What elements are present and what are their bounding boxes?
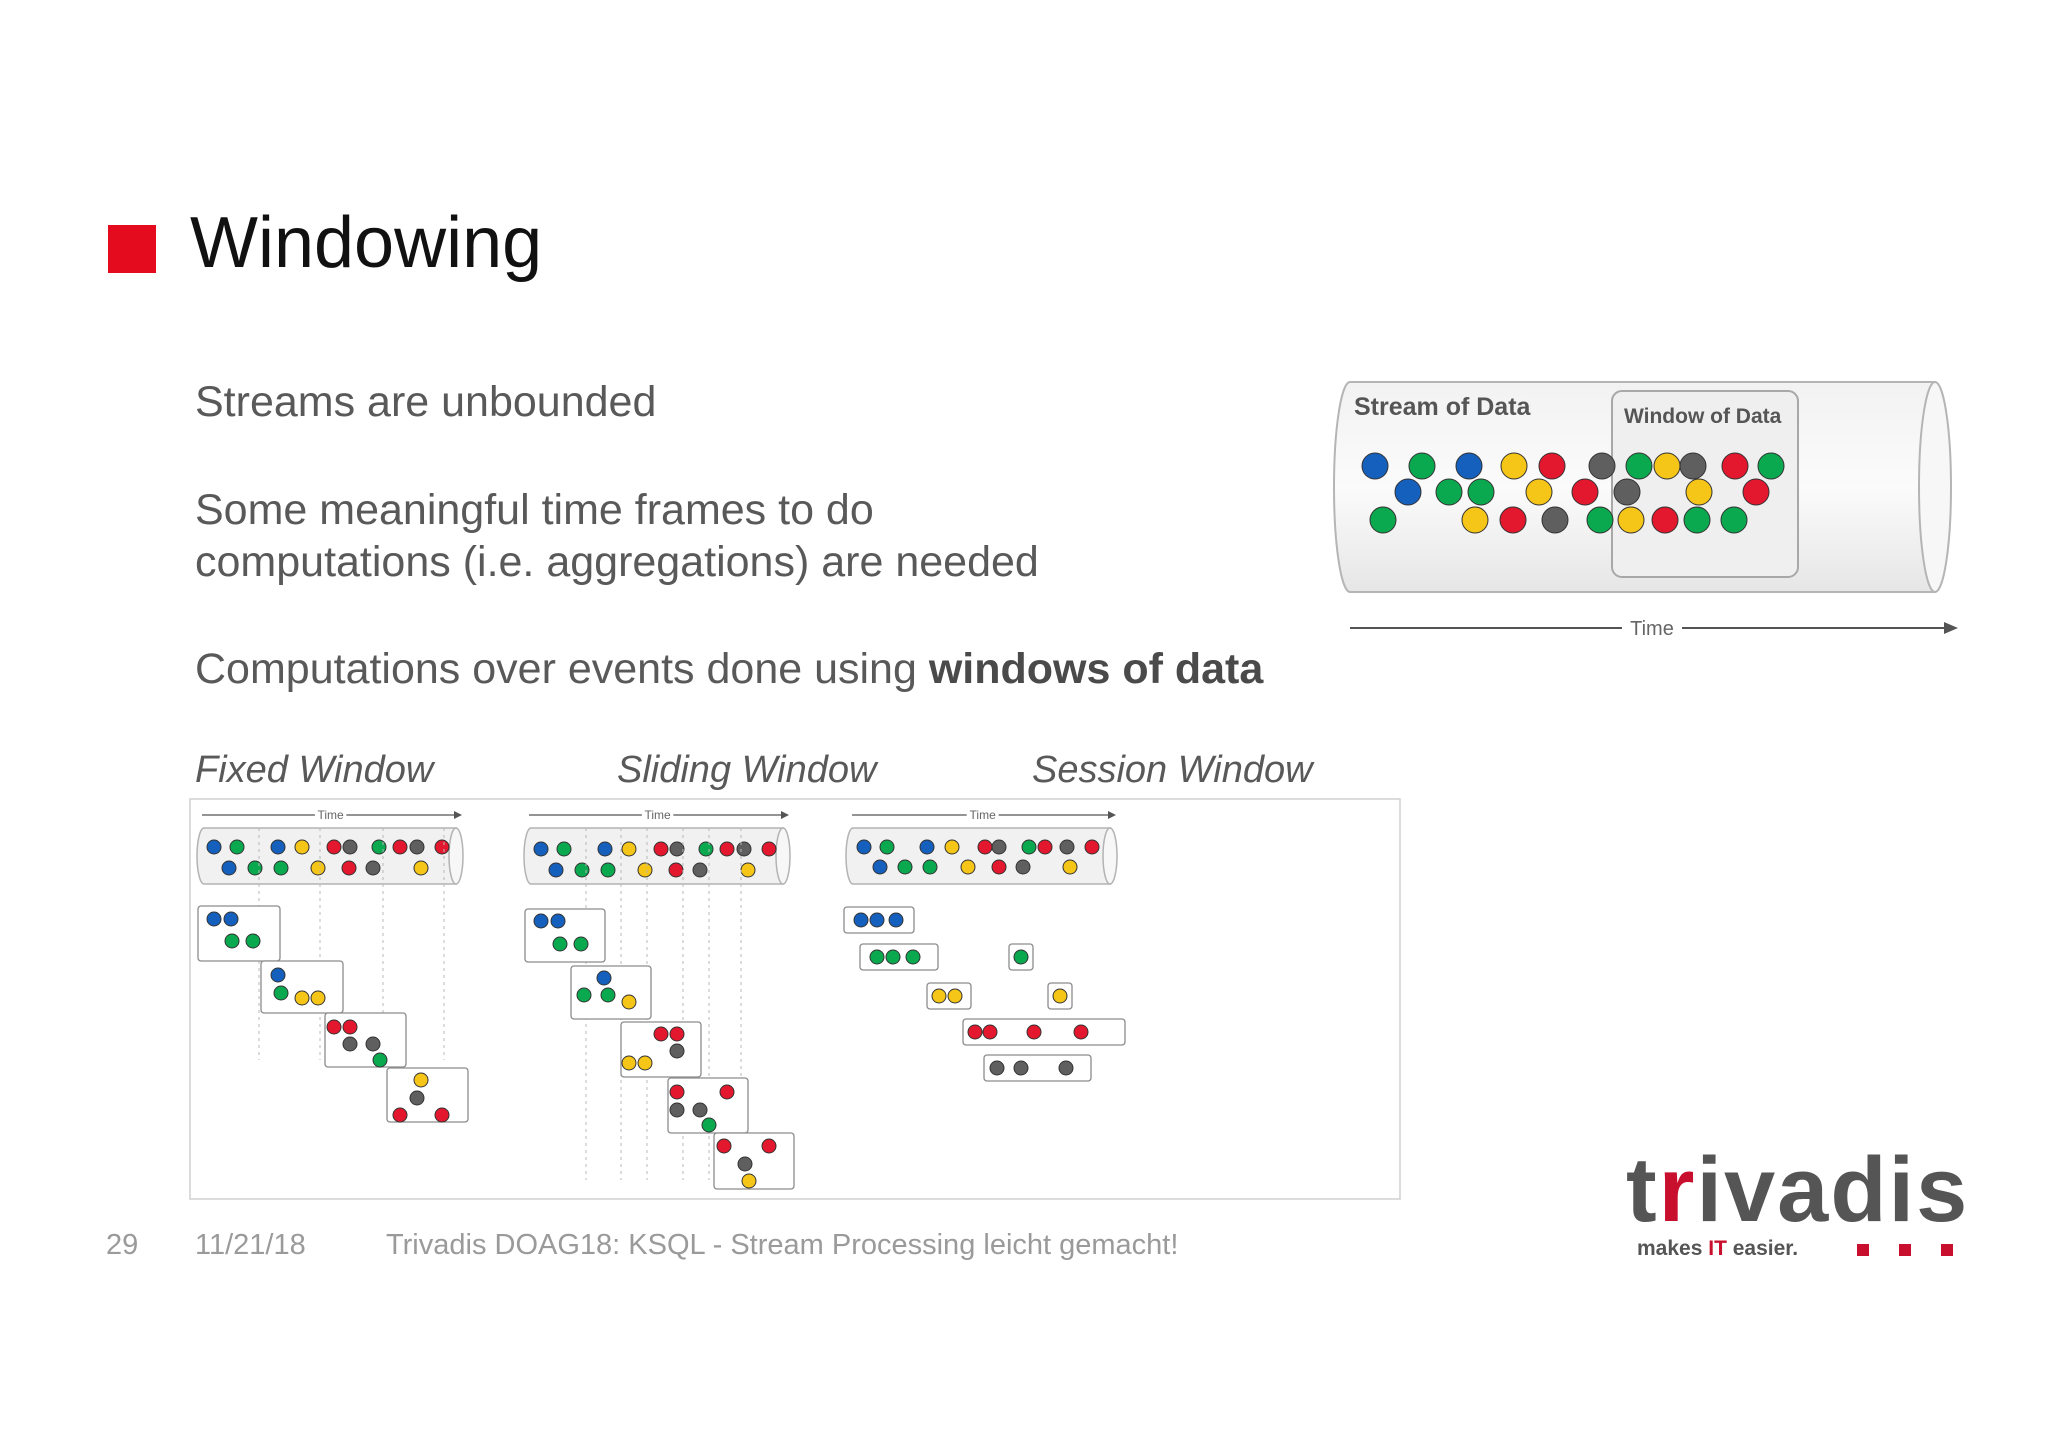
yellow-event-dot	[1526, 479, 1552, 505]
gray-event-dot	[670, 1044, 684, 1058]
time-arrow-head	[1944, 622, 1958, 634]
green-event-dot	[248, 861, 262, 875]
yellow-event-dot	[1053, 989, 1067, 1003]
red-event-dot	[1027, 1025, 1041, 1039]
red-event-dot	[343, 1020, 357, 1034]
yellow-event-dot	[1462, 507, 1488, 533]
mini-stream-tube	[846, 828, 1110, 884]
red-event-dot	[992, 860, 1006, 874]
blue-event-dot	[224, 912, 238, 926]
yellow-event-dot	[622, 842, 636, 856]
yellow-event-dot	[1063, 860, 1077, 874]
yellow-event-dot	[945, 840, 959, 854]
green-event-dot	[574, 937, 588, 951]
blue-event-dot	[857, 840, 871, 854]
gray-event-dot	[1060, 840, 1074, 854]
mini-stream-tube-end	[776, 828, 790, 884]
green-event-dot	[1022, 840, 1036, 854]
blue-event-dot	[597, 971, 611, 985]
gray-event-dot	[693, 1103, 707, 1117]
slide-title: Windowing	[190, 203, 543, 283]
yellow-event-dot	[622, 995, 636, 1009]
red-event-dot	[720, 1085, 734, 1099]
yellow-event-dot	[741, 863, 755, 877]
gray-event-dot	[670, 842, 684, 856]
blue-event-dot	[889, 913, 903, 927]
gray-event-dot	[990, 1061, 1004, 1075]
green-event-dot	[274, 986, 288, 1000]
green-event-dot	[1014, 950, 1028, 964]
logo-tagline: makes IT easier.	[1637, 1237, 1799, 1260]
logo-dot	[1899, 1244, 1911, 1256]
blue-event-dot	[873, 860, 887, 874]
blue-event-dot	[207, 840, 221, 854]
green-event-dot	[601, 863, 615, 877]
red-event-dot	[327, 1020, 341, 1034]
yellow-event-dot	[948, 989, 962, 1003]
gray-event-dot	[343, 1037, 357, 1051]
window-types-diagram	[189, 798, 1401, 1200]
green-event-dot	[699, 842, 713, 856]
footer-date: 11/21/18	[195, 1229, 306, 1261]
footer-talk-title: Trivadis DOAG18: KSQL - Stream Processing leicht gemacht!	[386, 1229, 1179, 1261]
red-event-dot	[669, 863, 683, 877]
red-event-dot	[327, 840, 341, 854]
yellow-event-dot	[932, 989, 946, 1003]
yellow-event-dot	[311, 861, 325, 875]
green-event-dot	[373, 1053, 387, 1067]
stream-tube-end	[1919, 382, 1951, 592]
bullet-3: Computations over events done using windows of data	[195, 645, 1264, 693]
green-event-dot	[1436, 479, 1462, 505]
yellow-event-dot	[1654, 453, 1680, 479]
blue-event-dot	[854, 913, 868, 927]
time-label: Time	[1630, 618, 1674, 640]
gray-event-dot	[670, 1103, 684, 1117]
red-event-dot	[978, 840, 992, 854]
gray-event-dot	[366, 861, 380, 875]
red-event-dot	[1038, 840, 1052, 854]
red-event-dot	[393, 1108, 407, 1122]
green-event-dot	[577, 988, 591, 1002]
mini-time-label: Time	[969, 808, 996, 822]
gray-event-dot	[366, 1037, 380, 1051]
blue-event-dot	[271, 968, 285, 982]
green-event-dot	[1468, 479, 1494, 505]
blue-event-dot	[551, 914, 565, 928]
red-event-dot	[968, 1025, 982, 1039]
mini-stream-tube-end	[449, 828, 463, 884]
red-event-dot	[1722, 453, 1748, 479]
logo-dot	[1941, 1244, 1953, 1256]
bullet-1: Streams are unbounded	[195, 378, 657, 426]
yellow-event-dot	[295, 991, 309, 1005]
red-event-dot	[342, 861, 356, 875]
logo-dot	[1857, 1244, 1869, 1256]
green-event-dot	[1587, 507, 1613, 533]
green-event-dot	[1684, 507, 1710, 533]
stream-of-data-diagram	[1310, 370, 1970, 650]
red-event-dot	[435, 840, 449, 854]
red-event-dot	[670, 1027, 684, 1041]
mini-stream-tube-end	[1103, 828, 1117, 884]
yellow-event-dot	[622, 1056, 636, 1070]
blue-event-dot	[598, 842, 612, 856]
gray-event-dot	[738, 1157, 752, 1171]
gray-event-dot	[410, 840, 424, 854]
bullet-2: Some meaningful time frames to do computations (i.e. aggregations) are needed	[195, 486, 1039, 586]
yellow-event-dot	[961, 860, 975, 874]
green-event-dot	[870, 950, 884, 964]
green-event-dot	[923, 860, 937, 874]
gray-event-dot	[1589, 453, 1615, 479]
mini-time-label: Time	[317, 808, 344, 822]
yellow-event-dot	[638, 863, 652, 877]
gray-event-dot	[1680, 453, 1706, 479]
red-event-dot	[1743, 479, 1769, 505]
yellow-event-dot	[414, 861, 428, 875]
green-event-dot	[575, 863, 589, 877]
blue-event-dot	[534, 842, 548, 856]
blue-event-dot	[222, 861, 236, 875]
green-event-dot	[1758, 453, 1784, 479]
blue-event-dot	[1395, 479, 1421, 505]
red-event-dot	[720, 842, 734, 856]
gray-event-dot	[737, 842, 751, 856]
blue-event-dot	[534, 914, 548, 928]
green-event-dot	[886, 950, 900, 964]
red-event-dot	[1572, 479, 1598, 505]
gray-event-dot	[1059, 1061, 1073, 1075]
stream-of-data-label: Stream of Data	[1354, 393, 1531, 421]
green-event-dot	[601, 988, 615, 1002]
green-event-dot	[880, 840, 894, 854]
blue-event-dot	[549, 863, 563, 877]
red-event-dot	[435, 1108, 449, 1122]
gray-event-dot	[992, 840, 1006, 854]
green-event-dot	[1370, 507, 1396, 533]
gray-event-dot	[343, 840, 357, 854]
red-event-dot	[1539, 453, 1565, 479]
green-event-dot	[553, 937, 567, 951]
trivadis-logo: trivadis	[1626, 1139, 1970, 1241]
red-event-dot	[393, 840, 407, 854]
red-event-dot	[983, 1025, 997, 1039]
mini-time-label: Time	[644, 808, 671, 822]
red-event-dot	[654, 842, 668, 856]
gray-event-dot	[1016, 860, 1030, 874]
fixed-window-caption: Fixed Window	[195, 749, 434, 791]
red-event-dot	[1074, 1025, 1088, 1039]
yellow-event-dot	[1501, 453, 1527, 479]
window-of-data-label: Window of Data	[1624, 405, 1782, 428]
gray-event-dot	[1614, 479, 1640, 505]
red-event-dot	[1085, 840, 1099, 854]
red-event-dot	[654, 1027, 668, 1041]
session-window-caption: Session Window	[1032, 749, 1313, 791]
green-event-dot	[1626, 453, 1652, 479]
title-bullet-square	[108, 225, 156, 273]
yellow-event-dot	[1618, 507, 1644, 533]
blue-event-dot	[207, 912, 221, 926]
green-event-dot	[557, 842, 571, 856]
green-event-dot	[1721, 507, 1747, 533]
green-event-dot	[225, 934, 239, 948]
gray-event-dot	[1542, 507, 1568, 533]
red-event-dot	[762, 842, 776, 856]
green-event-dot	[1409, 453, 1435, 479]
sliding-window-caption: Sliding Window	[617, 749, 877, 791]
yellow-event-dot	[295, 840, 309, 854]
red-event-dot	[1652, 507, 1678, 533]
red-event-dot	[762, 1139, 776, 1153]
green-event-dot	[274, 861, 288, 875]
green-event-dot	[702, 1118, 716, 1132]
blue-event-dot	[870, 913, 884, 927]
mini-stream-tube	[197, 828, 456, 884]
blue-event-dot	[271, 840, 285, 854]
green-event-dot	[372, 840, 386, 854]
yellow-event-dot	[638, 1056, 652, 1070]
yellow-event-dot	[414, 1073, 428, 1087]
red-event-dot	[717, 1139, 731, 1153]
page-number: 29	[106, 1229, 139, 1261]
blue-event-dot	[1456, 453, 1482, 479]
blue-event-dot	[1362, 453, 1388, 479]
gray-event-dot	[410, 1091, 424, 1105]
yellow-event-dot	[1686, 479, 1712, 505]
green-event-dot	[906, 950, 920, 964]
yellow-event-dot	[742, 1174, 756, 1188]
red-event-dot	[1500, 507, 1526, 533]
green-event-dot	[246, 934, 260, 948]
gray-event-dot	[1014, 1061, 1028, 1075]
gray-event-dot	[693, 863, 707, 877]
red-event-dot	[670, 1085, 684, 1099]
blue-event-dot	[920, 840, 934, 854]
green-event-dot	[230, 840, 244, 854]
green-event-dot	[898, 860, 912, 874]
yellow-event-dot	[311, 991, 325, 1005]
logo-dots	[1857, 1244, 1957, 1256]
